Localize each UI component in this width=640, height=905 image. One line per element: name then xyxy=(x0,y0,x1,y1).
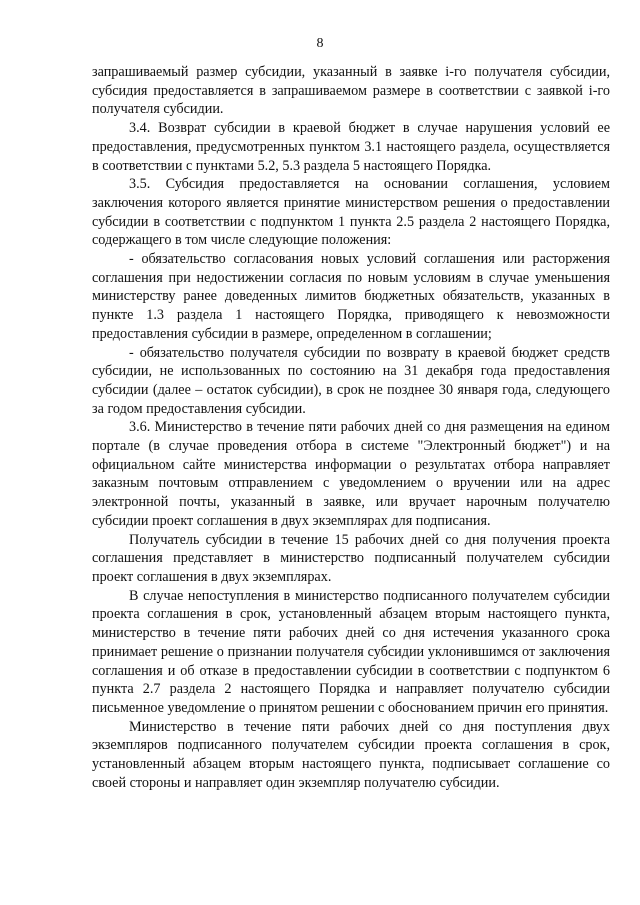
page-number: 8 xyxy=(316,36,324,51)
paragraph-continuation: запрашиваемый размер субсидии, указанный в заявке i-го получателя субсидии, субсидия предоставляется в запрашиваемом размере в соответствии с заявкой i-го получателя субсидии. xyxy=(92,64,610,118)
list-item-obligation-return-funds: - обязательство получателя субсидии по возврату в краевой бюджет средств субсидии, не использованных по состоянию на 31 декабря года предоставления субсидии (далее – остаток субсидии), в срок не позднее 30 января года, следующего за годом предоставления субсидии. xyxy=(92,344,610,417)
paragraph-3-5-agreement: 3.5. Субсидия предоставляется на основании соглашения, условием заключения которого является принятие министерством решения о предоставлении субсидии в соответствии с подпунктом 1 пункта 2.5 раздела 2 настоящего Порядка, содержащего в том числе следующие положения: xyxy=(92,176,610,249)
list-item-obligation-new-conditions: - обязательство согласования новых условий соглашения или расторжения соглашения при недостижении согласия по новым условиям в случае уменьшения министерству ранее доведенных лимитов бюджетных обязательств, указанных в пункте 1.3 раздела 1 настоящего Порядка, приводящего к невозможности предоставления субсидии в размере, определенном в соглашении; xyxy=(92,251,610,342)
document-body xyxy=(92,63,610,792)
paragraph-3-4-subsidy-return: 3.4. Возврат субсидии в краевой бюджет в случае нарушения условий ее предоставления, предусмотренных пунктом 3.1 настоящего раздела, осуществляется в соответствии с пунктами 5.2, 5.3 раздела 5 настоящего Порядка. xyxy=(92,120,610,174)
paragraph-3-6-ministry-sends: 3.6. Министерство в течение пяти рабочих дней со дня размещения на едином портале (в случае проведения отбора в системе "Электронный бюджет") и на официальном сайте министерства информации о результатах отбора направляет заказным почтовым отправлением с уведомлением о вручении или на адрес электронной почты, указанный в заявке, или вручает нарочным получателю субсидии проект соглашения в двух экземплярах для подписания. xyxy=(92,419,610,529)
paragraph-recipient-returns-signed: Получатель субсидии в течение 15 рабочих дней со дня получения проекта соглашения представляет в министерство подписанный получателем субсидии проект соглашения в двух экземплярах. xyxy=(92,531,610,585)
paragraph-non-receipt-refusal: В случае непоступления в министерство подписанного получателем субсидии проекта соглашения в срок, установленный абзацем вторым настоящего пункта, министерство в течение пяти рабочих дней со дня истечения указанного срока принимает решение о признании получателя субсидии уклонившимся от заключения соглашения и об отказе в предоставлении субсидии в соответствии с подпунктом 6 пункта 2.7 раздела 2 настоящего Порядка и направляет получателю субсидии письменное уведомление о принятом решении с обоснованием причин его принятия. xyxy=(92,587,610,716)
paragraph-ministry-signs: Министерство в течение пяти рабочих дней со дня поступления двух экземпляров подписанного получателем субсидии проекта соглашения в срок, установленный абзацем вторым настоящего пункта, подписывает соглашение со своей стороны и направляет один экземпляр получателю субсидии. xyxy=(92,718,610,791)
